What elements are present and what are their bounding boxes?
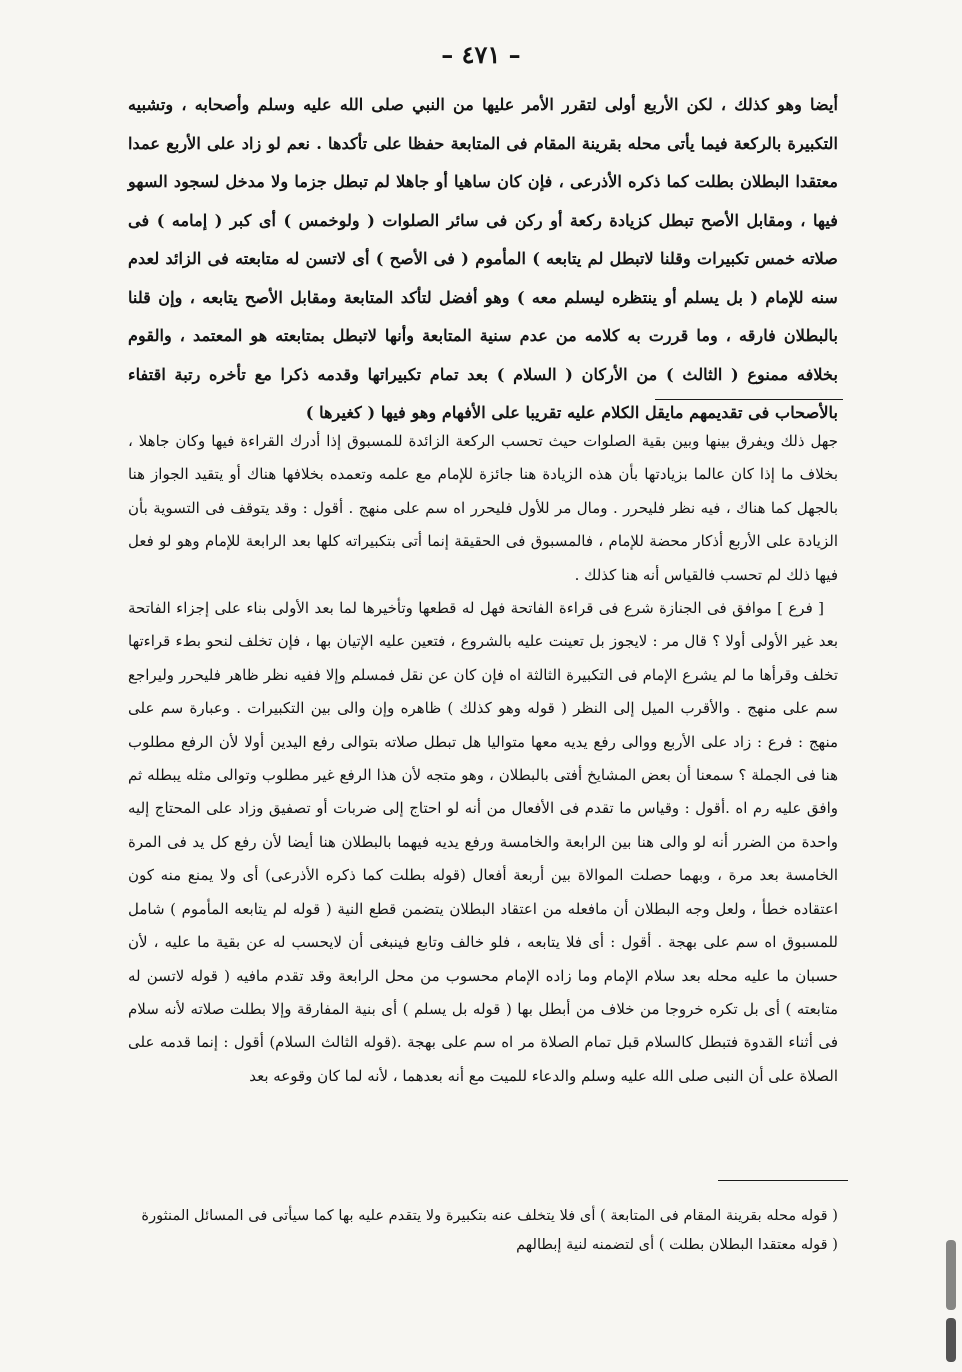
main-text-block [128,86,838,433]
footnote-line: ( قوله محله بقرينة المقام فى المتابعة ) أى فلا يتخلف عنه بتكبيرة ولا يتقدم عليه بها كما سيأتى فى المسائل المنثورة [141,1207,838,1224]
scan-edge-shadow [946,1240,956,1310]
page-number: – ٤٧١ – [441,40,521,69]
footnotes-block [128,1201,838,1259]
commentary-paragraph: جهل ذلك ويفرق بينها وبين بقية الصلوات حيث تحسب الركعة الزائدة للمسبوق إذا أدرك القراءة فيها وكان جاهلا ، بخلاف ما إذا كان عالما بزيادتها بأن هذه الزيادة هنا جائزة للإمام مع علمه وتعمده بخلافها هناك أو يتقيد الجواز هنا بالجهل كما هناك ، فيه نظر فليحرر . ومال مر للأول فليحرر اه سم على منهج . أقول : وقد يتوقف فى التسوية بأن الزيادة على الأربع أذكار محضة للإمام ، فالمسبوق فى الحقيقة إنما أتى بتكبيراته كلها بعد الرابعة للإمام وهو لو فعل فيها ذلك لم تحسب فالقياس أنه هنا كذلك . [128,432,839,584]
commentary-block [128,425,838,1093]
commentary-paragraph: [ فرع ] موافق فى الجنازة شرع فى قراءة الفاتحة فهل له قطعها وتأخيرها لما بعد الأولى بناء على إجزاء الفاتحة بعد غير الأولى أولا ؟ قال مر : لايجوز بل تعينت عليه بالشروع ، فتعين عليه الإتيان بها ، فإن تخلف لنحو بطء قراءتها تخلف وقرأها ما لم يشرع الإمام فى التكبيرة الثالثة اه فإن كان عن نقل فمسلم وإلا ففيه نظر ظاهر فليحرر وليراجع سم على منهج . والأقرب الميل إلى النظر ( قوله وهو كذلك ) ظاهره وإن والى بين التكبيرات . وعبارة سم على منهج : فرع : زاد على الأربع ووالى رفع يديه معها متواليا هل تبطل صلاته بتوالى رفع اليدين أولا لأن الرفع مطلوب هنا فى الجملة ؟ سمعنا أن بعض المشايخ أفتى بالبطلان ، وهو متجه لأن هذا الرفع غير مطلوب وتوالى مثله يبطله ثم وافق عليه رم اه .أقول : وقياس ما تقدم فى الأفعال من أنه لو احتاج إلى ضربات أو تصفيق وزاد على المحتاج إليه واحدة من الضرر أنه لو والى هنا بين الرابعة والخامسة ورفع يديه فيهما بالبطلان هنا أيضا لأن رفع كل يد فى المرة الخامسة بعد مرة ، وبهما حصلت الموالاة بين أربعة أفعال (قوله بطلت كما ذكره الأذرعى) أى ولا يمنع منه كون اعتقاده خطأ ، ولعل وجه البطلان أن مافعله من اعتقاد البطلان يتضمن قطع النية ( قوله لم يتابعه المأموم ) شامل للمسبوق اه سم على بهجة . أقول : أى فلا يتابعه ، فلو خالف وتابع فينبغى أن لايحسب له عن بقية ما عليه ، لأن حسبان ما عليه محله بعد سلام الإمام وما زاده الإمام محسوب من محل الرابعة وقد تقدم مافيه ( قوله لاتسن له متابعته ) أى بل تكره خروجا من خلاف من أبطل بها ( قوله بل يسلم ) أى بنية المفارقة وإلا بطلت صلاته لأنه سلام فى أثناء القدوة فتبطل كالسلام قبل تمام الصلاة مر اه سم على بهجة .(قوله الثالث السلام) أقول : إنما قدمه على الصلاة على أن النبى صلى الله عليه وسلم والدعاء للميت مع أنه بعدهما ، لأنه لما كان وقوعه بعد [128,599,838,1085]
main-paragraph: أيضا وهو كذلك ، لكن الأربع أولى لتقرر الأمر عليها من النبي صلى الله عليه وسلم وأصحابه ، وتشبيه التكبيرة بالركعة فيما يأتى محله بقرينة المقام فى المتابعة حفظا على تأكدها . نعم لو زاد على الأربع عمدا معتقدا البطلان بطلت كما ذكره الأذرعى ، فإن كان ساهيا أو جاهلا لم تبطل جزما ولا مدخل لسجود السهو فيها ، ومقابل الأصح تبطل كزيادة ركعة أو ركن فى سائر الصلوات ( ولوخمس ) أى كبر ( إمامه ) فى صلاته خمس تكبيرات وقلنا لاتبطل لم يتابعه ) المأموم ( فى الأصح ) أى لاتسن له متابعته فى الزائد لعدم سنه للإمام ( بل يسلم أو ينتظره ليسلم معه ) وهو أفضل لتأكد المتابعة ومقابل الأصح يتابعه ، وإن قلنا بالبطلان فارقه ، وما قررت به كلامه من عدم سنية المتابعة وأنها لاتبطل بمتابعته هو المعتمد ، والقوم بخلافه ممنوع ( الثالث ) من الأركان ( السلام ) بعد تمام تكبيراتها وقدمه ذكرا مع تأخره رتبة اقتفاء بالأصحاب فى تقديمهم مايقل الكلام عليه تقريبا على الأفهام وهو فيها ( كغيرها ) [128,95,838,422]
scan-edge-shadow [946,1318,956,1362]
footnote-line: ( قوله معتقدا البطلان بطلت ) أى لتضمنه لنية إبطالهم [516,1236,838,1253]
commentary-separator-rule [655,399,843,400]
footnote-separator-rule [718,1180,848,1181]
